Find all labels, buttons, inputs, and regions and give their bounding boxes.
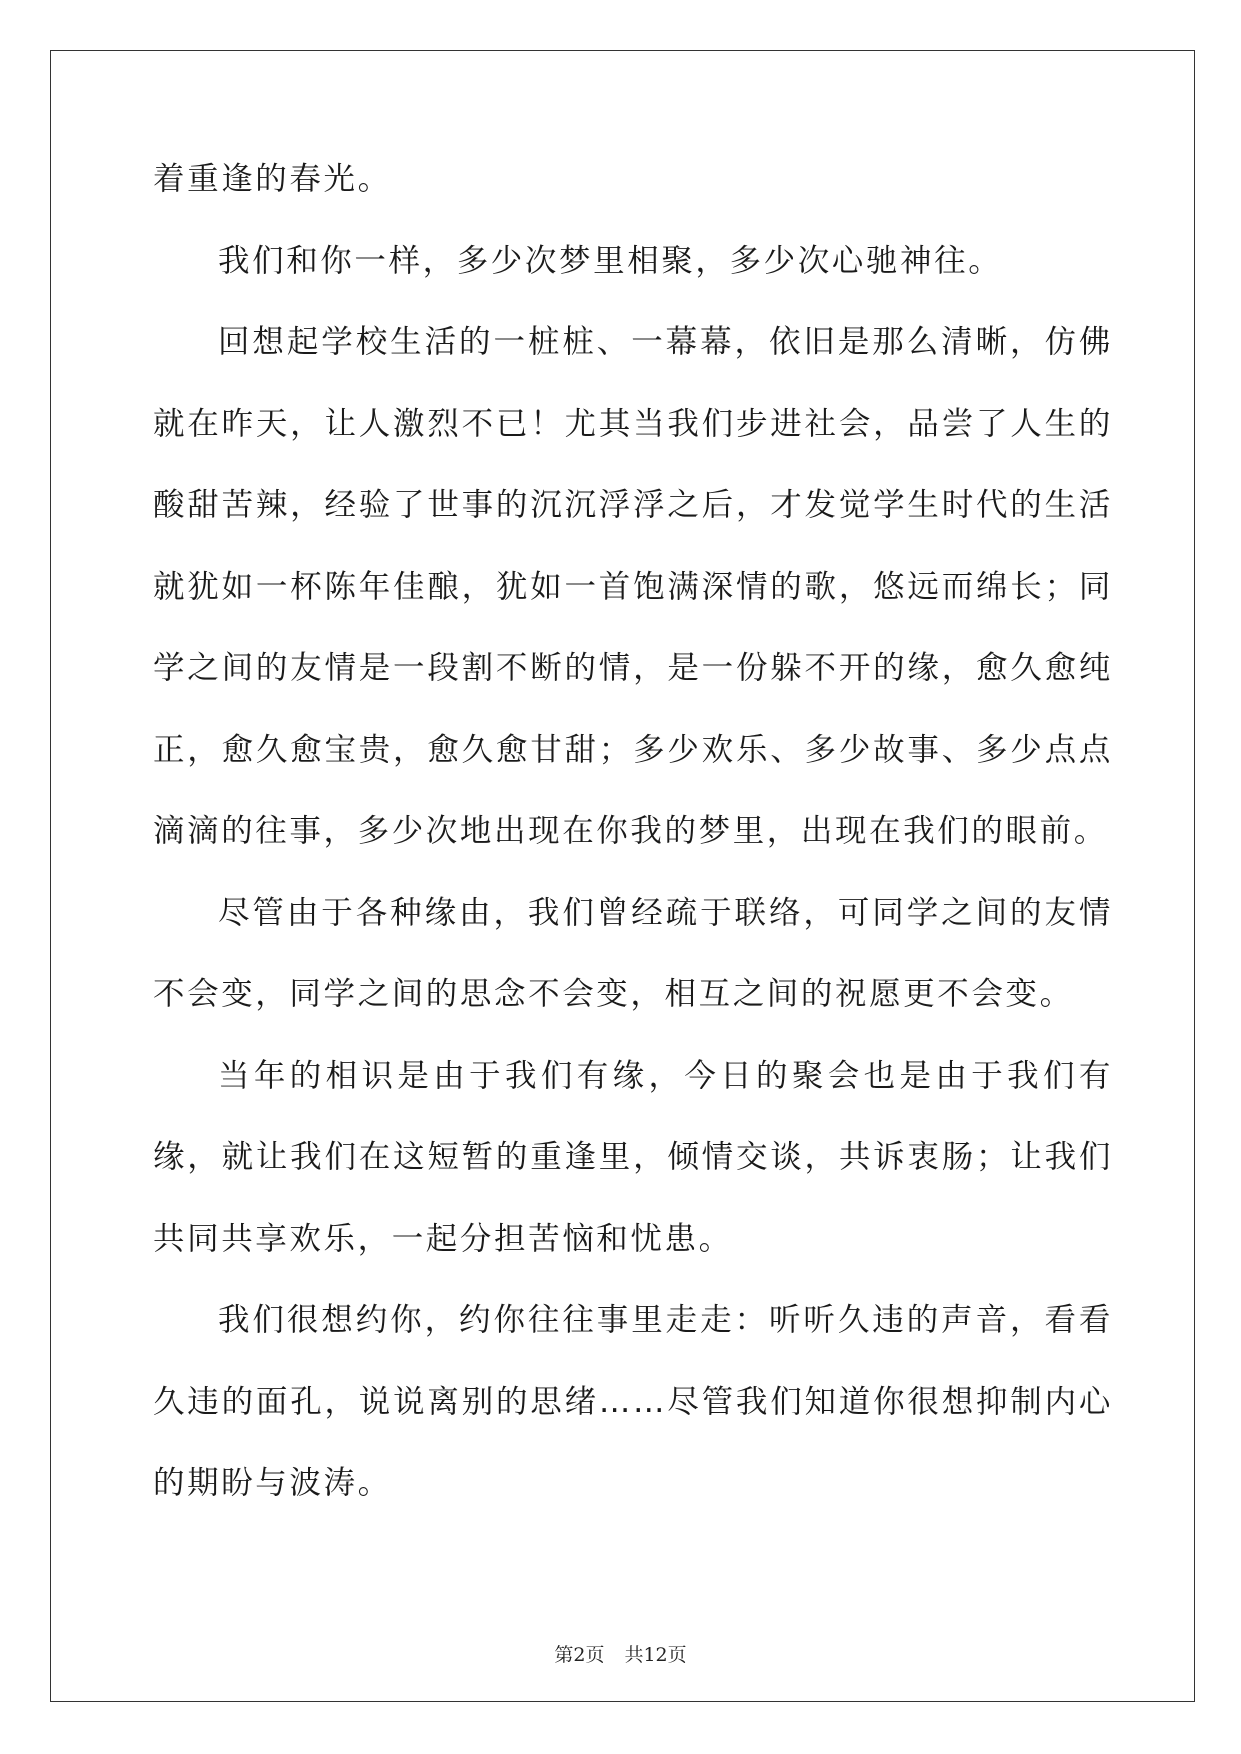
paragraph: 尽管由于各种缘由，我们曾经疏于联络，可同学之间的友情不会变，同学之间的思念不会变，相互之间的祝愿更不会变。 [153, 894, 1113, 1012]
paragraph: 我们很想约你，约你往往事里走走：听听久违的声音，看看久违的面孔，说说离别的思绪……尽管我们知道你很想抑制内心的期盼与波涛。 [153, 1302, 1113, 1501]
paragraph: 我们和你一样，多少次梦里相聚，多少次心驰神往。 [218, 242, 1003, 279]
paragraph: 着重逢的春光。 [153, 161, 392, 197]
paragraph: 当年的相识是由于我们有缘，今日的聚会也是由于我们有缘，就让我们在这短暂的重逢里，倾情交谈，共诉衷肠；让我们共同共享欢乐，一起分担苦恼和忧患。 [153, 1057, 1113, 1257]
paragraph: 回想起学校生活的一桩桩、一幕幕，依旧是那么清晰，仿佛就在昨天，让人激烈不已！尤其当我们步进社会，品尝了人生的酸甜苦辣，经验了世事的沉沉浮浮之后，才发觉学生时代的生活就犹如一杯陈年佳酿，犹如一首饱满深情的歌，悠远而绵长；同学之间的友情是一段割不断的情，是一份躲不开的缘，愈久愈纯正，愈久愈宝贵，愈久愈甘甜；多少欢乐、多少故事、多少点点滴滴的往事，多少次地出现在你我的梦里，出现在我们的眼前。 [153, 324, 1113, 849]
page-total: 共12页 [624, 1644, 687, 1666]
page-number: 第2页 [554, 1644, 605, 1666]
document-body [153, 155, 1113, 1525]
page-footer [0, 1640, 1241, 1667]
